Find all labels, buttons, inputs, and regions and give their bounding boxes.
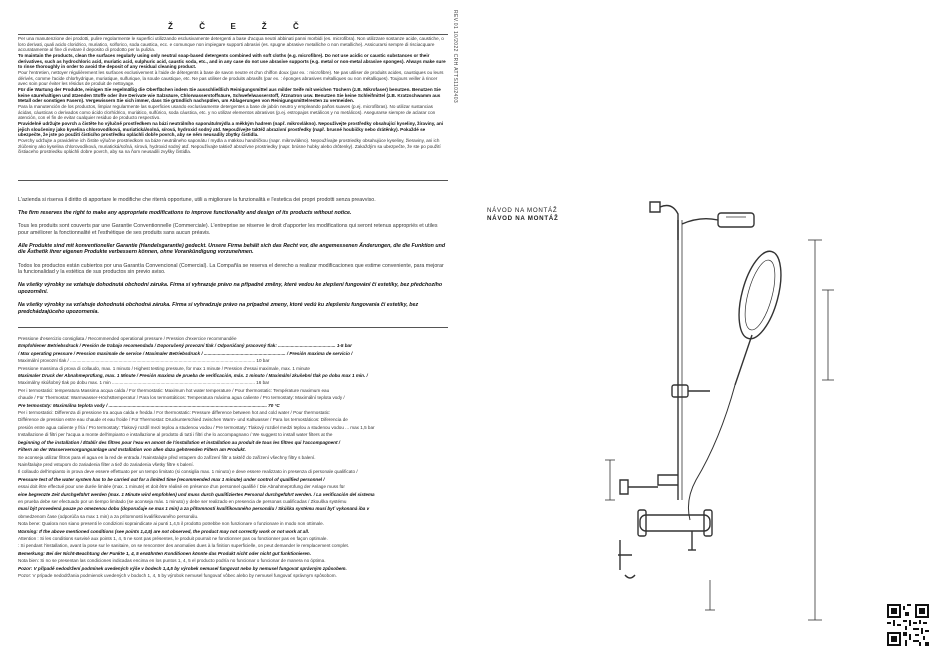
manual-title	[487, 207, 558, 223]
care-en: To maintain the products, clean the surfaces regularly using only neutral soap-based detergents combined with soft cloths (e.g. microfibre). Do not use acidic or caustic substances or their derivatives, such as hydrochloric acid, muriatic acid, sulphuric acid, caustic soda, etc., and in any case do not use abrasive supports (e.g. metal or non-metal abrasive sponges). Always make sure to rinse thoroughly in order to avoid the deposit of any residual cleaning product.	[18, 53, 446, 69]
wall-bracket-bottom	[658, 475, 678, 485]
revision-text: REV.01 10/2022 CRH ATTS1102403	[452, 10, 458, 104]
spec-line: Attention : Si les conditions susvisé aux points 1, 4, 5 ne sont pas présentes, le produit pourrait ne fonctionner pas ou fonctionner pas en façon optimale.	[18, 535, 328, 541]
spec-line: Bemerkung: Bei der Nicht-Beachtung der Punkte 1, 4, 5 erwähnten Konditionen könnte das Produkt nicht oder nicht gut funktionieren.	[18, 550, 312, 556]
spec-line: Pozor: V případě nedodržení podmínek uvedených výše v bodech 1,4,5 by výrobek nemusel fungovat nebo by nemusel fungovat správným způsobem.	[18, 565, 347, 571]
spec-line: Différence de pression entre eau chaude et eau froide / Für Thermostat: Druckunterschied zwischen Warm- und Kaltwasser / Para los termostáticos: Diferencia de	[18, 417, 348, 423]
header-icon-3: E	[230, 22, 237, 31]
spec-line: : Si pendant l'installation, avant la pose sur le sanitaire, on se rencontrer des anomalies dues à la finition superficielle, on peut demander le remplacement complet.	[18, 543, 350, 549]
care-de: Für die Wartung der Produkte, reinigen Sie regelmäßig die Oberflächen indem Sie ausschließlich Reinigungsmittel aus milder Seife mit weichen Tüchern (z.B. Mikrofaser) benutzen. Benutzen Sie keine säurehaltigen und ätzenden Stoffe oder ihre Derivate wie Salzsäure, Chlorwasserstoffsäure, Schwefelwasserstoff, Ätznatron usw. Benutzen Sie keine Schleifmittel (z.B. Kratzschwamm aus Metall oder sonstigen Fasern). Vergewissern Sie sich immer, dass Sie gründlich nachspülen, um Ablagerungen von Reinigungsmittelresten zu vermeiden.	[18, 87, 441, 103]
care-cz: Pravidelně udržujte povrch a čistěte ho výlučně prostředkem na bázi neutrálního saponátu/mýdla a měkkým hadrem (např. mikrovlákno). Nepoužívejte prostředky obsahující kyseliny, žíraviny, ani jejich sloučeniny jako kyselina chlorovodíková, muriatická/solná, sírová, hydroxid sodný atd. Nepoužívejte taktéž abrazivní prostředky (např. brusné houbičky nebo drátěnky). Pokaždé se ubezpečte, že jste po použití čisticího prostředku opláchli dobře povrch, aby se něm neusadily zbytky čistidla.	[18, 121, 444, 137]
spec-line: Warning: If the above mentioned conditions (see points 1,4,5) are not observed, the product may not correctly work or not work at all.	[18, 528, 310, 534]
title-line-1: NÁVOD NA MONTÁŽ	[487, 207, 558, 214]
slider-holder	[672, 385, 688, 397]
care-instructions	[18, 36, 448, 176]
divider	[18, 327, 448, 328]
spec-line: Pressione massima di prova di collaudo, max. 1 minuto / Highest testing pressure, for max 1 minute / Pression d'essai maximale, max. 1 minute	[18, 365, 310, 371]
notice-en: The firm reserves the right to make any appropriate modifications to improve functionality and design of its products without notice.	[18, 210, 352, 217]
spec-line: Per i termostatici: Differenza di pressione tra acqua calda e fredda / For thermostatic: Pressure difference between hot and cold water / Pour thermostatic:	[18, 410, 331, 416]
spec-line: Empfohlener Betriebsdruck / Presión de trabajo recomendada / Doporučený provozní tlak / Odporúčaný pracovný tlak: ............................................. 1-5 bar	[18, 343, 352, 349]
thermostatic-mixer	[640, 515, 710, 531]
warranty-notices	[18, 197, 448, 322]
hand-shower-head	[731, 247, 789, 343]
spec-line: Maximaler Druck der Abnahmeprüfung, max. 1 Minute / Presión maxima de prueba de verificación, máx. 1 minuto / Maximální zkušební tlak po dobu max 1 min. /	[18, 373, 368, 379]
spec-line: beginning of the installation / Établir des filtres pour l'eau en amont de l'installation et installation au produit de tous les filtres qui l'accompagnent /	[18, 439, 341, 445]
notice-it: L'azienda si riserva il diritto di apportare le modifiche che riterrà opportune, utili a migliorare la funzionalità e l'estetica dei propri prodotti senza preavviso.	[18, 197, 376, 203]
overhead-head	[718, 213, 754, 227]
hand-shower-handle	[735, 335, 752, 385]
title-line-2: NÁVOD NA MONTÁŽ	[487, 215, 559, 222]
spec-line: en prueba debe ser efectuado por un tiempo limitado (se aconseja máx. 1 minuto) y debe ser realizado en presencia de personas cualificadas / Zkouška systému	[18, 498, 347, 504]
technical-specs	[18, 335, 448, 579]
notice-de: Alle Produkte sind mit konventioneller Garantie (Handelsgarantie) gedeckt. Unsere Firma behält sich das Recht vor, die angemessenen Änderungen, die die Funktion und die Ästhetik ihrer eigenen Produkte verbessern können, ohne Vorankündigung vorzunehmen.	[18, 242, 446, 256]
spec-line: presión entre agua caliente y fría / Pro termostaty: Tlakový rozdíl mezi teplou a studenou vodou / Pre termostaty: Tlakový rozdiel medzi teplou a studenou vodou ... max 1,5 bar	[18, 424, 375, 430]
spec-line: Pressure test of the water system has to be carried out for a limited time (recommended max 1 minute) under control of qualified personnel /	[18, 476, 325, 482]
wall-bracket-top	[650, 202, 660, 212]
hose	[688, 385, 735, 520]
spec-line: Pozor: V prípade nedodržania podmienok uvedených v bodoch 1, 4, 5 by výrobok nemusel fungovať vôbec alebo by nemusel fungovať správnym spôsobom.	[18, 573, 337, 578]
spec-line: eine begrenzte Zeit durchgeführt werden (max. 1 Minute wird empfohlen) und muss durch qualifiziertes Personal durchgeführt werden. / La verificación del sistema	[18, 491, 375, 497]
spec-line: Il collaudo dell'impianto in prova deve essere effettuato per un tempo limitato (si consiglia max. 1 minuto) e deve essere realizzato in presenza di personale qualificato /	[18, 469, 358, 475]
qr-code	[887, 604, 929, 646]
spec-line: Pressione d'esercizio consigliata / Recommended operational pressure / Pression d'exercice recommandée	[18, 336, 237, 341]
divider	[18, 34, 448, 35]
notice-sk: Na všetky výrobky sa vzťahuje dohodnutá obchodná záruka. Firma si vyhradzuje právo na prípadné zmeny, ktoré vedú ku zlepšeniu fungovania či estetiky, bez predchádzajúceho upozornenia.	[18, 301, 419, 315]
divider	[18, 180, 448, 181]
spec-line: Nota bene: Qualora non siano presenti le condizioni sopraindicate ai punti 1,4,5 il prodotto potrebbe non funzionare o funzionare in modo non ottimale.	[18, 521, 324, 527]
header-icon-2: Č	[199, 22, 207, 31]
header-icon-4: Ž	[261, 22, 268, 31]
header-icon-5: Č	[292, 22, 300, 31]
care-es: Para la manutención de los productos, limpiar regularmente las superficies usando exclusivamente detergentes a base de jabón neutro y empleando paños suaves (p.ej. microfibras). No utilizar sustancias ácidas, cáusticas o derivados como ácido clorhídrico, muriático, sulfúrico, soda cáustica, etc. y no utilizar elementos abrasivos (p.ej. estropajos metálicos y no metálicos). Asegurarse siempre de aclarar con atención, con el fin de evitar cualquier residuo de producto respectivo.	[18, 104, 436, 120]
spec-line: obmedzenom čase (odporúča sa max 1 min) a za prítomnosti kvalifikovaného personálu.	[18, 513, 199, 519]
rail-top-arm	[660, 206, 678, 240]
care-sk: Povrchy udržujte a pravidelne ich čistite výlučne prostriedkom na báze neutrálneho saponátu / mydla a mäkkou handričkou (napr. mikrovlákno). Nepoužívajte prostriedky obsahujúce kyseliny, žieraviny, ani ich zlúčeniny ako kyselina chlorovodíková, muriatická/soľná, sírová, hydroxid sodný atď. Nepoužívajte taktiež abrazívne prostriedky (napr. brúsne hubky alebo drôtenky). Zakaždým sa ubezpečte, že ste po použití čistiaceho prostriedku opláchli dobre povrch, aby sa na ňom neusadili zvyšky čistidla.	[18, 138, 441, 154]
spec-line: Maximální provozní tlak / ................................................................................................................................................. 10 bar	[18, 358, 270, 364]
left-column	[18, 0, 448, 670]
spec-line: Nainštalujte pred vstupom do zariadenia filter a tiež do zariadenia všetky filtre s balení.	[18, 461, 194, 467]
spec-line: Se aconseja utilizar filtros para el agua en la red de entrada / Nainstalujte před vstupem do zařízení filtr a taktéž do zařízení všechny filtry s balení.	[18, 454, 316, 460]
spec-line: musí být provedená pouze po omezenou dobu (doporučuje se max 1 min) a za přítomnosti kvalifikovaného personálu / Skúška systému musí byť vykonaná iba v	[18, 506, 370, 512]
spec-line: Nota bien: Si no se presentan las condiciones indicadas encima en los puntos 1, 4, 5 el producto podría no funcionar o funcionar de manera no óptima.	[18, 558, 326, 564]
spec-line: Installazione di filtri per l'acqua a monte dell'impianto e installazione al prodotto di tutti i filtri che lo accompagnano / We suggest to install water filters at the	[18, 432, 333, 438]
spec-line: Filtern an der Wasserversorgungsanlage und Installation von allen dazu gehörenden Filtern am Produkt.	[18, 447, 246, 453]
notice-es: Todos los productos están cubiertos por una Garantía Convencional (Comercial). La Compañía se reserva el derecho a realizar modificaciones que estime conveniente, para mejorar la funcionalidad y la estética de sus productos sin previo aviso.	[18, 262, 444, 276]
care-fr: Pour l'entretien, nettoyer régulièrement les surfaces exclusivement à l'aide de détergents à base de savon neutre et d'un chiffon doux (par ex. : microfibre). Ne pas utiliser de produits acides, caustiques ou leurs dérivés, comme l'acide chlorhydrique, muriatique, sulfurique, la soude caustique, etc. Ne pas utiliser de produits abrasifs (par ex. : éponges abrasives métalliques ou non métalliques). Toujours veiller à rincer avec soin pour éviter les résidus de produit de nettoyage.	[18, 70, 444, 86]
spec-line: / Max operating pressure / Pression maximale de service / Maximaler Betriebsdruck / ................................................................ / Presión maxima de servicio /	[18, 350, 353, 356]
header-icon-1: Ž	[168, 22, 174, 31]
spec-line: Pre termostaty: Maximálna teplota vody / ............................................................................................................................ 70 °C	[18, 402, 280, 408]
spec-line: Per i termostatici: temperatura Massima acqua calda / For thermostatic: Maximum hot water temperature / Pour thermostatic: Température maximum eau	[18, 387, 330, 393]
shower-drawing	[600, 180, 880, 660]
spec-line: essai doit être effectué pour une durée limitée (max. 1 minute) et doit être réalisé en présence d'un personnel qualifié / Die Abnahmeprüfung der Anlage muss für	[18, 484, 345, 490]
notice-cz: Na všetky výrobky se vztahuje dohodnutá obchodní záruka. Firma si vyhrazuje právo na případné změny, které vedou ke zlepšení fungování či estetiky, bez předchozího upozornění.	[18, 282, 443, 295]
care-it: Per una manutenzione dei prodotti, pulire regolarmente le superfici utilizzando esclusivamente detergenti a base d'acqua neutri abbinati panni morbidi (es. microfibra). Non utilizzare sostanze acide, caustiche, o loro derivati, quali acido cloridrico, muriatico, solforico, soda caustica, ecc. e comunque non impiegare supporti abrasivi (es. spugne abrasive metalliche o non metalliche). Assicurarsi sempre di risciacquare accuratamente al fine di evitare il deposito di prodotto per la pulizia.	[18, 36, 444, 52]
care-header-icons	[168, 22, 321, 31]
overhead-arm	[682, 219, 718, 224]
spec-line: Maximálny skúšobný tlak po dobu max. 1 min ................................................................................................................ 16 bar	[18, 380, 270, 386]
spec-line: chaude / Für Thermostat: Warmwasser-Höchsttemperatur / Para los termostáticos: Temperatura máxima agua caliente / Pro termostaty: Maximální teplota vody /	[18, 395, 345, 401]
notice-fr: Tous les produits sont couverts par une Garantie Conventionnelle (Commerciale). L'entreprise se réserve le droit d'apporter les modifications qui seront retenus appropriés et utiles pour améliorer la fonctionnalité et l'esthétique de ses produits sans aucun préavis.	[18, 223, 438, 236]
revision-code	[450, 10, 458, 130]
